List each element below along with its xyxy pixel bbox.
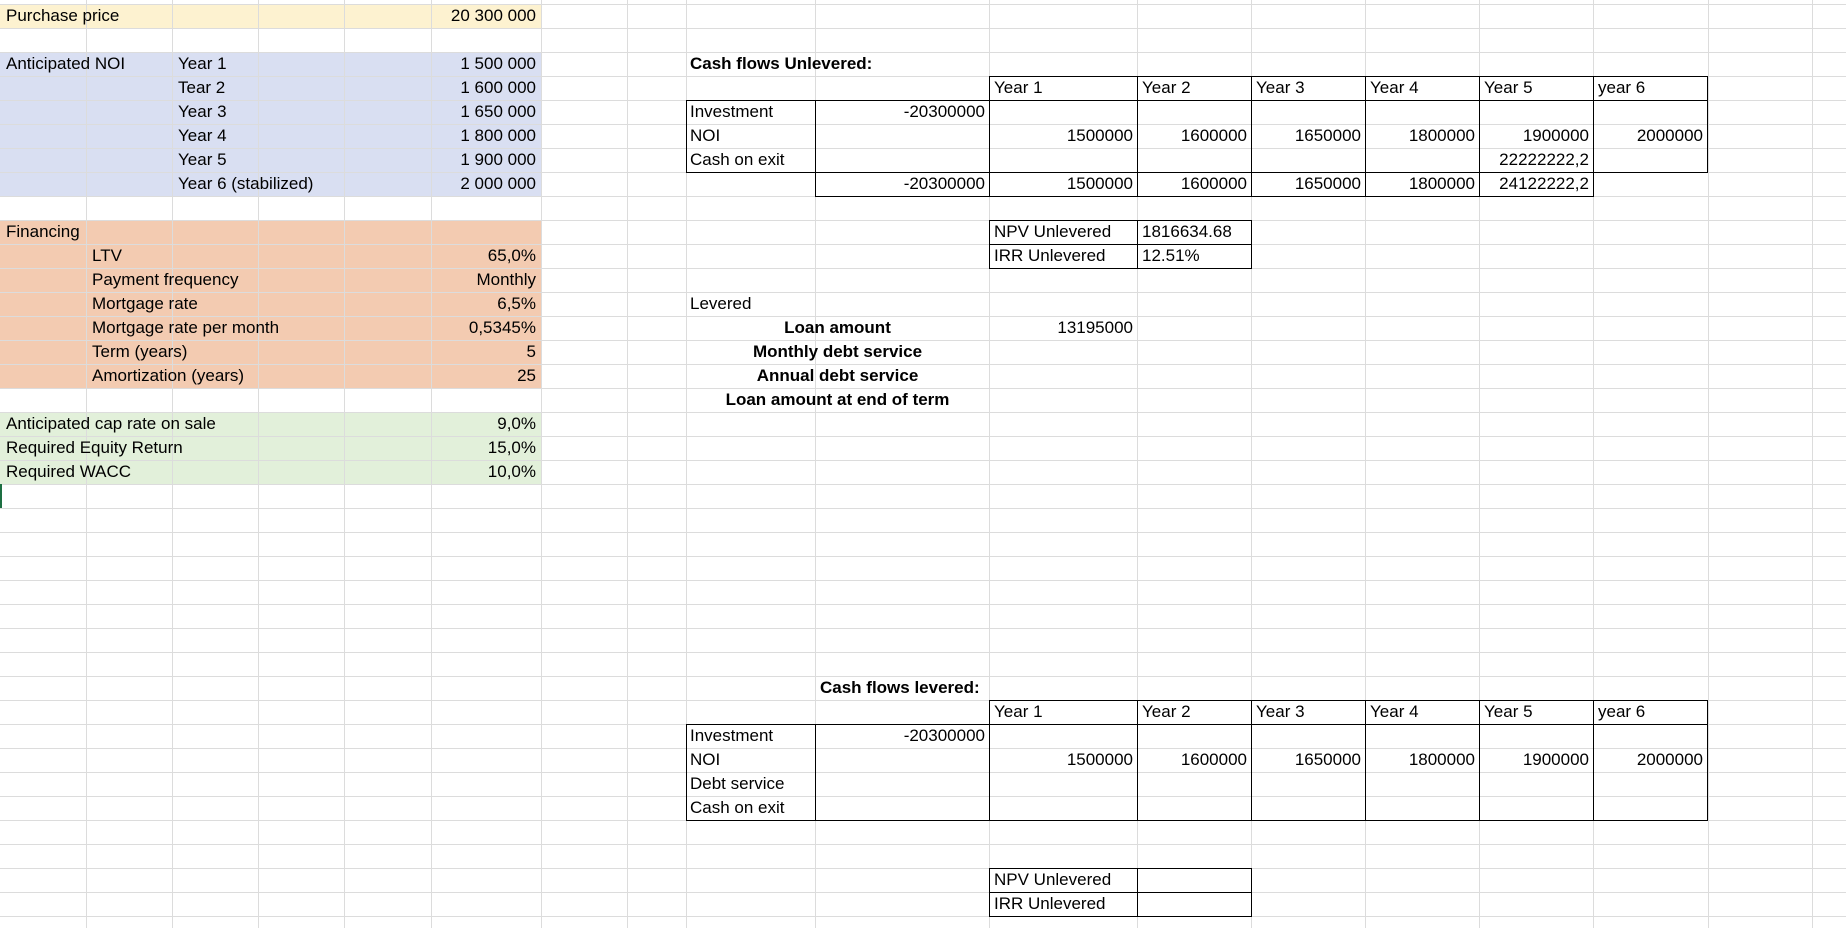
- cell-value[interactable]: -20300000: [903, 102, 985, 121]
- financing-param-value[interactable]: 25: [517, 366, 536, 385]
- border: [1251, 76, 1252, 197]
- loan-amount-value[interactable]: 13195000: [1057, 318, 1133, 337]
- levered-title[interactable]: Levered: [690, 294, 752, 313]
- border: [815, 100, 816, 197]
- npv-unlevered-label[interactable]: NPV Unlevered: [994, 222, 1112, 241]
- row-label[interactable]: Investment: [690, 726, 774, 745]
- npv-levered-label[interactable]: NPV Unlevered: [994, 870, 1112, 889]
- total-value[interactable]: 1650000: [1294, 174, 1361, 193]
- active-cell-indicator: [0, 484, 2, 508]
- financing-param-value[interactable]: 6,5%: [497, 294, 536, 313]
- border: [1479, 76, 1480, 197]
- grid-row-line: [0, 844, 1846, 845]
- financing-param-label[interactable]: Payment frequency: [92, 270, 239, 289]
- year-header[interactable]: Year 2: [1142, 702, 1191, 721]
- border: [989, 724, 990, 821]
- row-label[interactable]: NOI: [690, 750, 721, 769]
- npv-levered-value[interactable]: [1142, 868, 1250, 892]
- levered-cf-title[interactable]: Cash flows levered:: [820, 678, 980, 697]
- noi-year-label[interactable]: Tear 2: [178, 78, 226, 97]
- cell-value[interactable]: 1800000: [1408, 750, 1475, 769]
- cell-value[interactable]: 1650000: [1294, 126, 1361, 145]
- cell-value[interactable]: 2000000: [1636, 750, 1703, 769]
- noi-year-label[interactable]: Year 4: [178, 126, 227, 145]
- rate-label[interactable]: Anticipated cap rate on sale: [6, 414, 216, 433]
- grid-row-line: [0, 652, 1846, 653]
- border: [1137, 700, 1138, 821]
- total-value[interactable]: 1500000: [1066, 174, 1133, 193]
- row-label[interactable]: Investment: [690, 102, 774, 121]
- noi-year-label[interactable]: Year 6 (stabilized): [178, 174, 314, 193]
- financing-param-value[interactable]: 0,5345%: [468, 318, 536, 337]
- row-label[interactable]: NOI: [690, 126, 721, 145]
- year-header[interactable]: Year 1: [994, 702, 1043, 721]
- noi-year-value[interactable]: 1 800 000: [460, 126, 536, 145]
- border: [1593, 76, 1594, 197]
- grid-row-line: [0, 4, 1846, 5]
- border: [1137, 220, 1138, 269]
- border: [989, 100, 990, 197]
- rate-label[interactable]: Required WACC: [6, 462, 132, 481]
- financing-param-value[interactable]: Monthly: [476, 270, 536, 289]
- cell-value[interactable]: 1600000: [1180, 126, 1247, 145]
- cell-value[interactable]: 1900000: [1522, 750, 1589, 769]
- noi-year-label[interactable]: Year 3: [178, 102, 227, 121]
- grid-row-line: [0, 220, 1846, 221]
- grid-row-line: [0, 532, 1846, 533]
- loan-amount-label[interactable]: Loan amount: [784, 318, 891, 337]
- grid-row-line: [0, 556, 1846, 557]
- year-header[interactable]: Year 2: [1142, 78, 1191, 97]
- total-value[interactable]: 1800000: [1408, 174, 1475, 193]
- financing-param-label[interactable]: Mortgage rate: [92, 294, 198, 313]
- monthly-debt-service-value[interactable]: [994, 340, 1133, 364]
- financing-param-label[interactable]: Amortization (years): [92, 366, 245, 385]
- total-value[interactable]: -20300000: [903, 174, 985, 193]
- cell-value[interactable]: 1500000: [1066, 750, 1133, 769]
- irr-levered-value[interactable]: [1142, 892, 1250, 916]
- row-label[interactable]: Cash on exit: [690, 798, 785, 817]
- noi-year-value[interactable]: 2 000 000: [460, 174, 536, 193]
- cell-value[interactable]: 2000000: [1636, 126, 1703, 145]
- annual-debt-service-value[interactable]: [994, 364, 1133, 388]
- border: [1251, 700, 1252, 821]
- cell-value[interactable]: 1800000: [1408, 126, 1475, 145]
- irr-unlevered-value[interactable]: 12.51%: [1142, 246, 1200, 265]
- noi-year-value[interactable]: 1 500 000: [460, 54, 536, 73]
- grid-row-line: [0, 892, 1846, 893]
- row-label[interactable]: Debt service: [690, 774, 785, 793]
- border: [1365, 76, 1366, 197]
- year-header[interactable]: Year 5: [1484, 78, 1533, 97]
- irr-levered-label[interactable]: IRR Unlevered: [994, 894, 1106, 913]
- rate-value[interactable]: 15,0%: [487, 438, 536, 457]
- year-header[interactable]: Year 5: [1484, 702, 1533, 721]
- grid-column-line: [541, 0, 542, 928]
- grid-row-line: [0, 28, 1846, 29]
- unlevered-cf-title[interactable]: Cash flows Unlevered:: [690, 54, 873, 73]
- monthly-debt-service-label[interactable]: Monthly debt service: [752, 342, 923, 361]
- border: [1137, 76, 1138, 197]
- noi-year-value[interactable]: 1 650 000: [460, 102, 536, 121]
- purchase-price-value[interactable]: 20 300 000: [450, 6, 536, 25]
- row-label[interactable]: Cash on exit: [690, 150, 785, 169]
- year-header[interactable]: Year 3: [1256, 702, 1305, 721]
- grid-row-line: [0, 604, 1846, 605]
- purchase-price-label[interactable]: Purchase price: [6, 6, 120, 25]
- cell-value[interactable]: 22222222,2: [1499, 150, 1589, 169]
- rate-value[interactable]: 10,0%: [487, 462, 536, 481]
- cell-value[interactable]: 1600000: [1180, 750, 1247, 769]
- year-header[interactable]: year 6: [1598, 78, 1646, 97]
- cell-value[interactable]: -20300000: [903, 726, 985, 745]
- grid-column-line: [627, 0, 628, 928]
- border: [1137, 868, 1138, 917]
- grid-row-line: [0, 508, 1846, 509]
- year-header[interactable]: Year 4: [1370, 78, 1419, 97]
- grid-row-line: [0, 868, 1846, 869]
- total-value[interactable]: 1600000: [1180, 174, 1247, 193]
- noi-year-value[interactable]: 1 600 000: [460, 78, 536, 97]
- rate-label[interactable]: Required Equity Return: [6, 438, 183, 457]
- noi-year-label[interactable]: Year 1: [178, 54, 227, 73]
- financing-param-label[interactable]: Term (years): [92, 342, 188, 361]
- total-value[interactable]: 24122222,2: [1499, 174, 1589, 193]
- rate-value[interactable]: 9,0%: [497, 414, 536, 433]
- border: [1479, 700, 1480, 821]
- grid-row-line: [0, 484, 1846, 485]
- year-header[interactable]: Year 3: [1256, 78, 1305, 97]
- grid-row-line: [0, 916, 1846, 917]
- financing-section-label[interactable]: Financing: [6, 222, 80, 241]
- financing-param-label[interactable]: Mortgage rate per month: [92, 318, 280, 337]
- grid-row-line: [0, 628, 1846, 629]
- grid-column-line: [1708, 0, 1709, 928]
- annual-debt-service-label[interactable]: Annual debt service: [756, 366, 919, 385]
- border: [1593, 700, 1594, 821]
- loan-end-term-label[interactable]: Loan amount at end of term: [725, 390, 950, 409]
- financing-param-value[interactable]: 65,0%: [487, 246, 536, 265]
- year-header[interactable]: Year 1: [994, 78, 1043, 97]
- grid-column-line: [1812, 0, 1813, 928]
- noi-section-label[interactable]: Anticipated NOI: [6, 54, 126, 73]
- irr-unlevered-label[interactable]: IRR Unlevered: [994, 246, 1106, 265]
- border: [1365, 700, 1366, 821]
- npv-unlevered-value[interactable]: 1816634.68: [1142, 222, 1232, 241]
- cell-value[interactable]: 1900000: [1522, 126, 1589, 145]
- financing-param-label[interactable]: LTV: [92, 246, 122, 265]
- loan-end-term-value[interactable]: [994, 388, 1133, 412]
- noi-year-value[interactable]: 1 900 000: [460, 150, 536, 169]
- year-header[interactable]: Year 4: [1370, 702, 1419, 721]
- noi-year-label[interactable]: Year 5: [178, 150, 227, 169]
- border: [815, 724, 816, 821]
- cell-value[interactable]: 1500000: [1066, 126, 1133, 145]
- year-header[interactable]: year 6: [1598, 702, 1646, 721]
- financing-param-value[interactable]: 5: [526, 342, 536, 361]
- cell-value[interactable]: 1650000: [1294, 750, 1361, 769]
- grid-row-line: [0, 580, 1846, 581]
